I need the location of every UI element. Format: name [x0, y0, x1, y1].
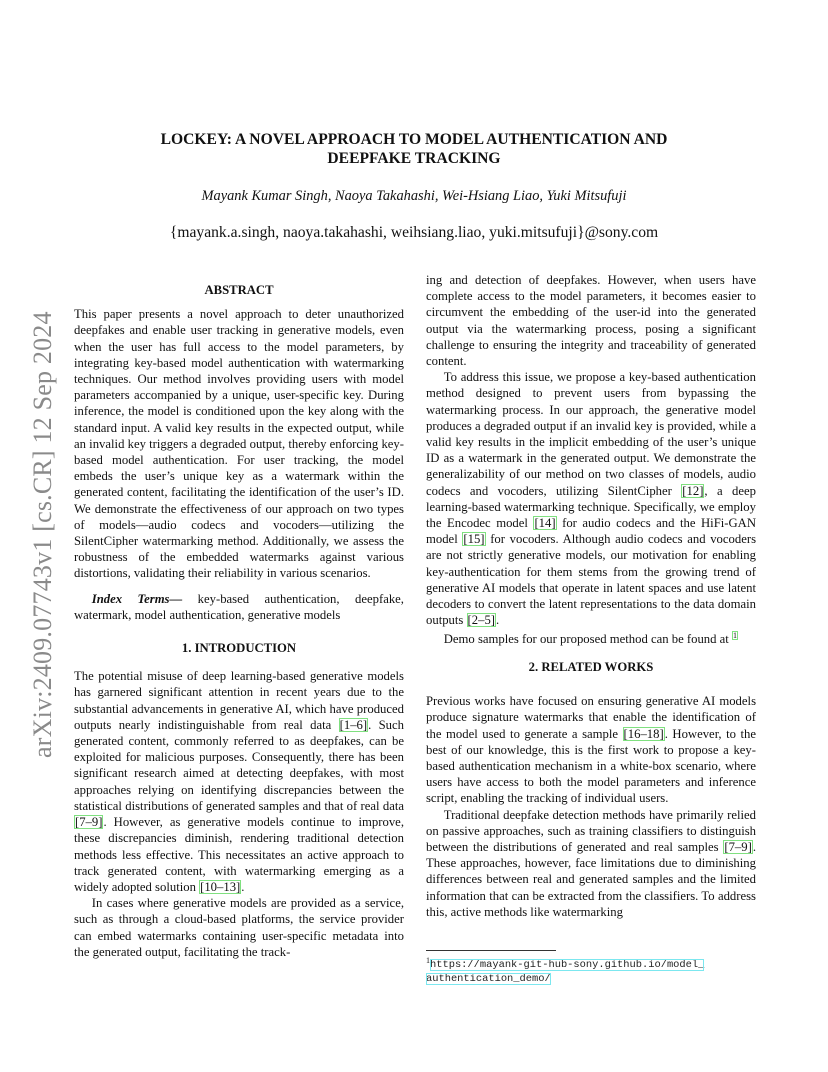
- abstract-heading: ABSTRACT: [204, 283, 274, 297]
- citation-link[interactable]: [10–13]: [200, 879, 241, 894]
- citation-link[interactable]: [12]: [682, 483, 704, 498]
- abstract-text: This paper presents a novel approach to deter unauthorized deepfakes and enable user tracking in generative models, even when the user has full access to the model parameters, by integrating key-based model authentication with watermarking techniques. Our method involves providing users with model parameters accompanied by a unique, user-specific key. During inference, the model is conditioned upon the key along with the standard input. A valid key results in the expected output, while an invalid key triggers a degraded output, thereby enforcing key-based model authentication. For user tracking, the model embeds the user’s unique key as a watermark within the generated content, facilitating the identification of the user’s ID. We demonstrate the effectiveness of our approach on two types of models—audio codecs and vocoders—utilizing the SilentCipher watermarking method. Additionally, we assess the robustness of the embedded watermarks against various distortions, validating their reliability in various scenarios.: [74, 307, 404, 581]
- citation-link[interactable]: [14]: [534, 516, 556, 531]
- citation-link[interactable]: [16–18]: [623, 726, 664, 741]
- index-terms-label: Index Terms—: [91, 591, 183, 606]
- footnote-divider: [426, 950, 556, 951]
- title-line-1: LOCKEY: A NOVEL APPROACH TO MODEL AUTHENTICATION AND: [160, 131, 668, 148]
- right-column: [426, 272, 756, 920]
- intro-paragraph-1: The potential misuse of deep learning-based generative models has garnered significant attention in recent years due to the substantial advancements in generative AI, which have produced outputs nearly indistinguishable from real data [1–6]. Such generated content, commonly referred to as deepfakes, can be exploited for malicious purposes. Consequently, there has been significant research aimed at detecting deepfakes, with most approaches relying on identifying discrepancies between the statistical distributions of generated samples and that of real data [7–9]. However, as generative models continue to improve, these discrepancies diminish, rendering traditional detection methods less effective. This necessitates an active approach to track generated content, with watermarking emerging as a widely adopted solution [10–13].: [74, 669, 404, 894]
- footnote-mark: 1: [426, 956, 430, 965]
- author-emails: {mayank.a.singh, naoya.takahashi, weihsiang.liao, yuki.mitsufuji}@sony.com: [169, 224, 659, 241]
- arxiv-identifier: arXiv:2409.07743v1 [cs.CR] 12 Sep 2024: [28, 311, 57, 758]
- intro-paragraph-4: Demo samples for our proposed method can be found at $^1$: [443, 631, 737, 647]
- index-terms-text: key-based authentication, deepfake, watermark, model authentication, generative models: [74, 591, 404, 622]
- demo-url-link[interactable]: https://mayank-git-hub-sony.github.io/model_: [430, 959, 705, 972]
- intro-paragraph-2: In cases where generative models are provided as a service, such as through a cloud-based platforms, the service provider can embed watermarks containing user-specific metadata into the generated output, facilitating the track-: [74, 896, 404, 959]
- related-paragraph-2: Traditional deepfake detection methods have primarily relied on passive approaches, such as training classifiers to distinguish between the distributions of generated and real samples [7–9]. These approaches, however, face limitations due to diminishing differences between real and generated samples and the limited information that can be extracted from the classifiers. To address this, active methods like watermarking: [426, 807, 756, 919]
- citation-link[interactable]: [7–9]: [75, 815, 103, 830]
- title-line-2: DEEPFAKE TRACKING: [327, 150, 501, 167]
- intro-paragraph-2-continued: ing and detection of deepfakes. However, when users have complete access to the model parameters, it becomes easier to circumvent the embedding of the user-id into the generated output via the watermarking process, posing a significant challenge to ensuring the integrity and traceability of generated content.: [426, 273, 756, 369]
- introduction-heading: 1. INTRODUCTION: [181, 641, 297, 656]
- authors: Mayank Kumar Singh, Naoya Takahashi, Wei-Hsiang Liao, Yuki Mitsufuji: [201, 188, 627, 204]
- paper-title: [80, 130, 748, 168]
- footnote: [426, 954, 766, 986]
- intro-paragraph-3: To address this issue, we propose a key-based authentication method designed to prevent users from bypassing the watermarking process. In our approach, the generative model produces a degraded output if an invalid key is provided, while a valid key results in the implicit embedding of the user’s unique ID as a watermark in the generated output. We demonstrate the generalizability of our method on two classes of models, audio codecs and vocoders, utilizing SilentCipher [12], a deep learning-based watermarking technique. Specifically, we employ the Encodec model [14] for audio codecs and the HiFi-GAN model [15] for vocoders. Although audio codecs and vocoders are not strictly generative models, our motivation for enabling key-authentication for them stems from the growing trend of generative AI models that operate in latent spaces and use latent decoders to convert the latent representations to the data domain outputs [2–5].: [426, 370, 757, 628]
- citation-link[interactable]: [1–6]: [339, 717, 368, 732]
- citation-link[interactable]: [2–5]: [467, 613, 496, 628]
- related-paragraph-1: Previous works have focused on ensuring generative AI models produce signature watermarks that enable the identification of the model used to generate a sample [16–18]. However, to the best of our knowledge, this is the first work to propose a key-based authentication mechanism in a white-box scenario, where users have access to both the model parameters and inference script, enabling the tracking of individual users.: [426, 694, 756, 806]
- citation-link[interactable]: [15]: [463, 532, 485, 547]
- index-terms: [74, 591, 404, 623]
- related-works-heading: 2. RELATED WORKS: [528, 659, 654, 674]
- demo-url-link-cont[interactable]: authentication_demo/: [426, 972, 551, 985]
- citation-link[interactable]: [7–9]: [724, 839, 752, 854]
- footnote-link[interactable]: 1: [732, 631, 737, 641]
- left-column: [74, 282, 404, 960]
